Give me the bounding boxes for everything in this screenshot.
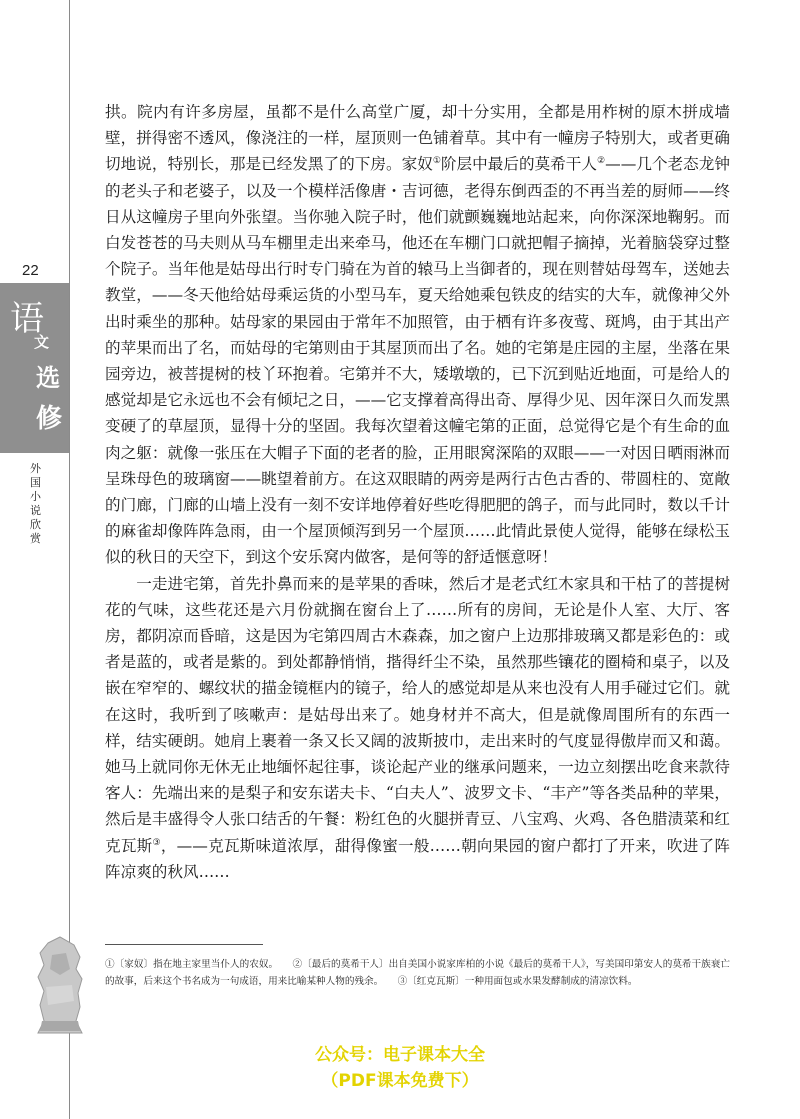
footnotes: ①〔家奴〕指在地主家里当仆人的农奴。 ②〔最后的莫希干人〕出自美国小说家库柏的小说《最后的莫希干人》，写美国印第安人的莫希干族衰亡的故事，后来这个书名成为一句成语，用来比喻某种人物的残余。 ③〔红克瓦斯〕一种用面包或水果发酵制成的清凉饮料。: [105, 959, 730, 987]
watermark: [0, 1042, 800, 1094]
text-run: 拱。院内有许多房屋，虽都不是什么高堂广厦，却十分实用，全都是用柞树的原木拼成墙壁，拼得密不透风，像浇注的一样，屋顶则一色铺着草。其中有一幢房子特别大，或者更确切地说，特别长，那是已经发黑了的下房。家奴: [105, 103, 730, 174]
text-run: 阶层中最后的莫希干人: [440, 155, 598, 174]
text-run: ，——克瓦斯味道浓厚，甜得像蜜一般……朝向果园的窗户都打了开来，吹进了阵阵凉爽的秋风……: [105, 836, 730, 881]
side-tab-char: 修: [36, 404, 63, 434]
footnote-ref: ②: [597, 156, 606, 167]
footnote-ref: ③: [152, 837, 161, 848]
side-tab: [0, 283, 69, 453]
text-run: ——几个老态龙钟的老头子和老婆子，以及一个模样活像唐・吉诃德，老得东倒西歪的不再当差的厨师——终日从这幢房子里向外张望。当你驰入院子时，他们就颤巍巍地站起来，向你深深地鞠躬。而白发苍苍的马夫则从马车棚里走出来牵马，他还在车棚门口就把帽子摘掉，光着脑袋穿过整个院子。当年他是姑母出行时专门骑在为首的辕马上当御者的，现在则替姑母驾车，送她去教堂，——冬天他给姑母乘运货的小型马车，夏天给她乘包铁皮的结实的大车，就像神父外出时乘坐的那种。姑母家的果园由于常年不加照管，由于栖有许多夜莺、斑鸠，由于其出产的苹果而出了名，而姑母的宅第则由于其屋顶而出了名。她的宅第是庄园的主屋，坐落在果园旁边，被菩提树的枝丫环抱着。宅第并不大，矮墩墩的，已下沉到贴近地面，可是给人的感觉却是它永远也不会有倾圮之日，——它支撑着高得出奇、厚得少见、因年深日久而发黑变硬了的草屋顶，显得十分的坚固。我每次望着这幢宅第的正面，总觉得它是个有生命的血肉之躯：就像一张压在大帽子下面的老者的脸，正用眼窝深陷的双眼——一对因日晒雨淋而呈珠母色的玻璃窗——眺望着前方。在这双眼睛的两旁是两行古色古香的、带圆柱的、宽敞的门廊，门廊的山墙上没有一刻不安详地停着好些吃得肥肥的鸽子，而与此同时，数以千计的麻雀却像阵阵急雨，由一个屋顶倾泻到另一个屋顶……此情此景使人觉得，能够在绿松玉似的秋日的天空下，到这个安乐窝内做客，是何等的舒适惬意呀！: [105, 155, 730, 567]
watermark-line: （PDF课本免费下）: [321, 1071, 479, 1091]
body-text: [105, 99, 730, 885]
footnote-ref: ①: [432, 156, 441, 167]
footnote-rule: [105, 944, 263, 945]
watermark-line: 公众号：电子课本大全: [315, 1045, 485, 1065]
statue-decoration-icon: [30, 935, 90, 1035]
side-tab-char: 选: [36, 363, 60, 392]
side-subtitle: 外国小说欣赏: [30, 462, 41, 545]
side-tab-char: 文: [34, 333, 50, 351]
side-tab-char: 语: [10, 299, 44, 339]
text-run: 一走进宅第，首先扑鼻而来的是苹果的香味，然后才是老式红木家具和干枯了的菩提树花的气味，这些花还是六月份就搁在窗台上了……所有的房间，无论是仆人室、大厅、客房，都阴凉而昏暗，这是因为宅第四周古木森森，加之窗户上边那排玻璃又都是彩色的：或者是蓝的，或者是紫的。到处都静悄悄，揩得纤尘不染，虽然那些镶花的圈椅和桌子，以及嵌在窄窄的、螺纹状的描金镜框内的镜子，给人的感觉却是从来也没有人用手碰过它们。就在这时，我听到了咳嗽声：是姑母出来了。她身材并不高大，但是就像周围所有的东西一样，结实硬朗。她肩上裹着一条又长又阔的波斯披巾，走出来时的气度显得傲岸而又和蔼。她马上就同你无休无止地缅怀起往事，谈论起产业的继承问题来，一边立刻摆出吃食来款待客人：先端出来的是梨子和安东诺夫卡、“白夫人”、波罗文卡、“丰产”等各类品种的苹果，然后是丰盛得令人张口结舌的午餐：粉红色的火腿拼青豆、八宝鸡、火鸡、各色腊渍菜和红克瓦斯: [105, 574, 730, 855]
page-number: 22: [22, 262, 39, 279]
paragraph: [105, 571, 730, 885]
paragraph: [105, 99, 730, 571]
